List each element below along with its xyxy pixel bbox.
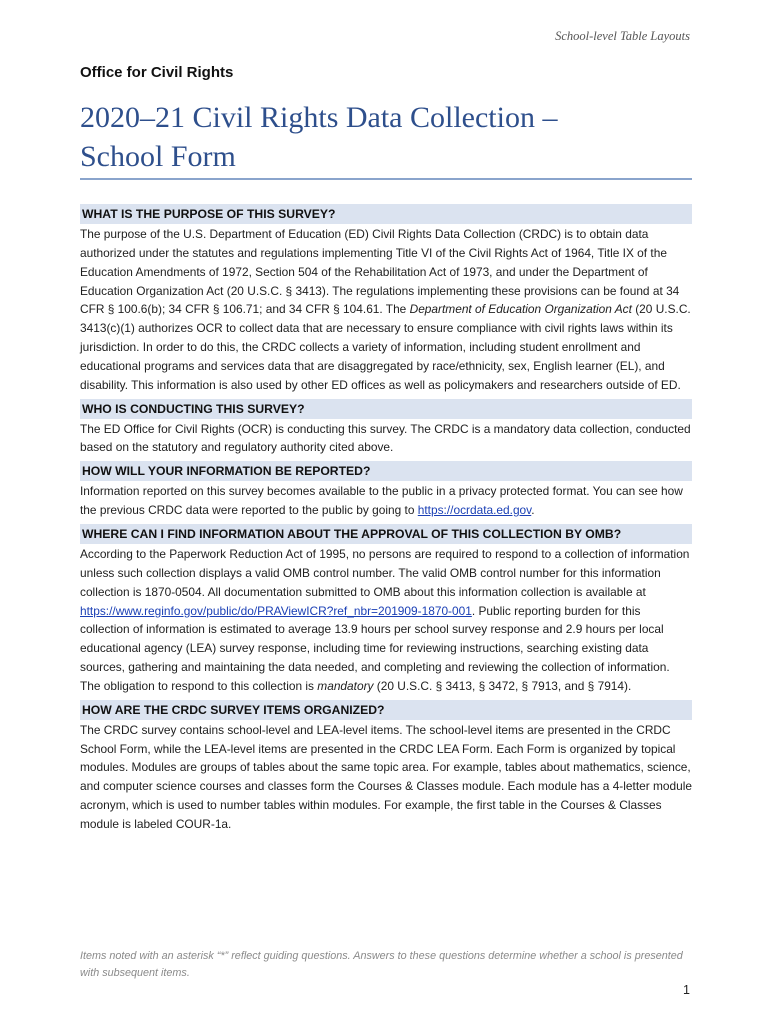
footnote: Items noted with an asterisk “*” reflect guiding questions. Answers to these questions determine whether a school is presented with subsequent items. [80, 950, 683, 979]
reginfo-link[interactable]: https://www.reginfo.gov/public/do/PRAViewICR?ref_nbr=201909-1870-001 [80, 603, 472, 618]
section-text: According to the Paperwork Reduction Act of 1995, no persons are required to respond to a collection of information unless such collection displays a valid OMB control number. The valid OMB control number for this information collection is 1870-0504. All documentation submitted to OMB about this information collection is available at https://www.reginfo.gov/public/do/PRAViewICR?ref_nbr=201909-1870-001. Public reporting burden for this collection of information is estimated to average 13.9 hours per school survey response and 2.9 hours per local educational agency (LEA) survey response, including time for reviewing instructions, searching existing data sources, gathering and maintaining the data needed, and completing and reviewing the collection of information. The obligation to respond to this collection is mandatory (20 U.S.C. § 3413, § 3472, § 7913, and § 7914). [80, 546, 690, 693]
section-text: The purpose of the U.S. Department of Education (ED) Civil Rights Data Collection (CRDC) is to obtain data authorized under the statutes and regulations implementing Title VI of the Civil Rights Act of 1964, Title IX of the Education Amendments of 1972, Section 504 of the Rehabilitation Act of 1973, and under the Department of Education Organization Act (20 U.S.C. § 3413). The regulations implementing these provisions can be found at 34 CFR § 100.6(b); 34 CFR § 106.71; and 34 CFR § 104.61. The Department of Education Organization Act (20 U.S.C. 3413(c)(1) authorizes OCR to collect data that are necessary to ensure compliance with civil rights laws within its jurisdiction. In order to do this, the CRDC collects a variety of information, including student enrollment and educational programs and services data that are disaggregated by race/ethnicity, sex, English learner (EL), and disability. This information is also used by other ED offices as well as policymakers and researchers outside of ED. [80, 227, 691, 392]
section-heading: HOW WILL YOUR INFORMATION BE REPORTED? [80, 461, 692, 481]
section-text: The CRDC survey contains school-level and LEA-level items. The school-level items are presented in the CRDC School Form, while the LEA-level items are presented in the CRDC LEA Form. Each Form is organized by topical modules. Modules are groups of tables about the same topic area. For example, tables about mathematics, science, and computer science courses and classes form the Courses & Classes module. Each module has a 4-letter module acronym, which is used to number tables within modules. For example, the first table in the Courses & Classes module is labeled COUR-1a. [80, 722, 693, 831]
office-name: Office for Civil Rights [80, 64, 234, 81]
page-title [80, 98, 692, 176]
section-heading: HOW ARE THE CRDC SURVEY ITEMS ORGANIZED? [80, 700, 692, 720]
section-heading: WHERE CAN I FIND INFORMATION ABOUT THE APPROVAL OF THIS COLLECTION BY OMB? [80, 524, 692, 544]
section-text: The ED Office for Civil Rights (OCR) is conducting this survey. The CRDC is a mandatory data collection, conducted based on the statutory and regulatory authority cited above. [80, 421, 691, 455]
title-divider [80, 178, 692, 180]
section-heading: WHAT IS THE PURPOSE OF THIS SURVEY? [80, 204, 692, 224]
page-number: 1 [683, 983, 690, 997]
section-omb [80, 524, 692, 696]
running-header: School-level Table Layouts [555, 29, 690, 43]
document-body [80, 204, 692, 838]
ocrdata-link[interactable]: https://ocrdata.ed.gov [417, 503, 532, 518]
title-line-2: School Form [80, 140, 236, 173]
section-conducting [80, 399, 692, 458]
section-reporting [80, 461, 692, 520]
section-text: Information reported on this survey becomes available to the public in a privacy protected format. You can see how the previous CRDC data were reported to the public by going to https://ocrdata.ed.gov. [80, 484, 683, 518]
title-line-1: 2020–21 Civil Rights Data Collection – [80, 101, 558, 134]
section-purpose [80, 204, 692, 395]
section-heading: WHO IS CONDUCTING THIS SURVEY? [80, 399, 692, 419]
mandatory-term: mandatory [317, 678, 374, 693]
section-organized [80, 700, 692, 834]
act-name: Department of Education Organization Act [409, 302, 632, 317]
